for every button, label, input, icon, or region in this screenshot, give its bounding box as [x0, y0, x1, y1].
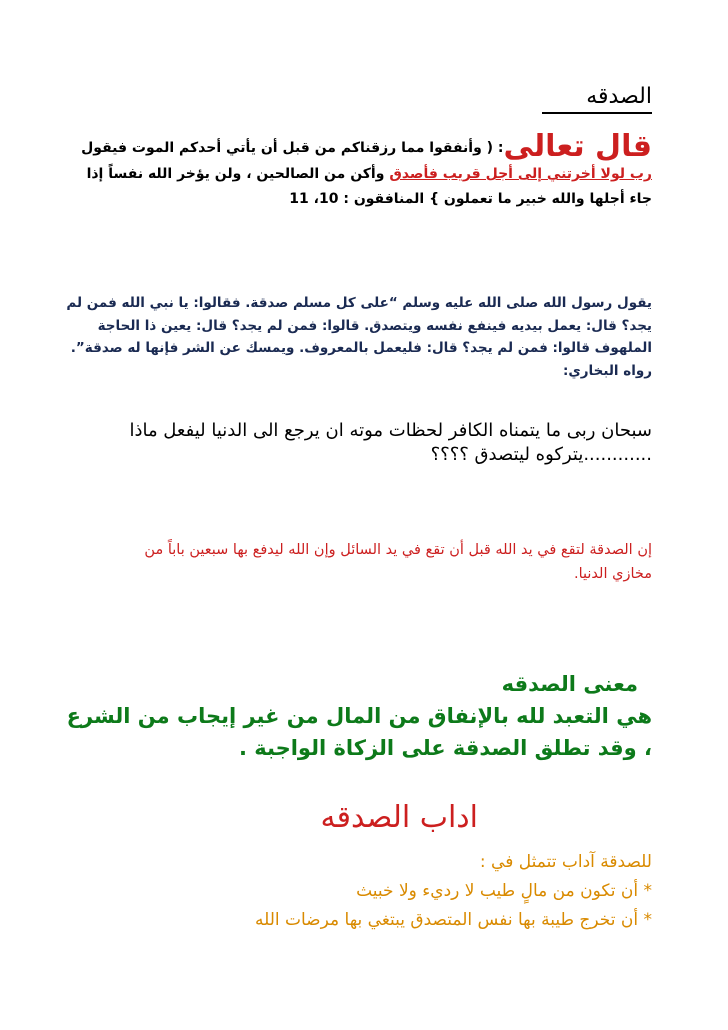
verse-lead-rest: : ( وأنفقوا مما رزقناكم من قبل أن يأتي أحدكم الموت فيقول [81, 140, 504, 156]
verse-line3: جاء أجلها والله خبير ما تعملون } المنافقون : 10، 11 [289, 191, 652, 207]
hadith-paragraph: يقول رسول الله صلى الله عليه وسلم “على كل مسلم صدقة. فقالوا: يا نبي الله فمن لم يجد؟ قال: يعمل بيديه فينفع نفسه ويتصدق. قالوا: فمن لم يجد؟ قال: يعين ذا الحاجة الملهوف قالوا: فمن لم يجد؟ قال: فليعمل بالمعروف. ويمسك عن الشر فإنها له صدقة”. رواه البخاري: [66, 295, 652, 379]
sadaqa-quote: إن الصدقة لتقع في يد الله قبل أن تقع في يد السائل وإن الله ليدفع بها سبعين باباً من مخازي الدنيا. [144, 542, 652, 582]
quran-verse [66, 129, 652, 212]
adab-intro: للصدقة آداب تتمثل في : [479, 852, 652, 872]
verse-line2-rest: وأكن من الصالحين ، ولن يؤخر الله نفساً إذا [86, 166, 390, 182]
adab-item-1: * أن تكون من مالٍ طيب لا رديء ولا خبيث [356, 881, 652, 901]
meaning-title: معنى الصدقه [501, 672, 638, 696]
meaning-section [62, 668, 652, 764]
page-title: الصدقه [542, 84, 652, 114]
verse-highlight: رب لولا أخرتني إلى أجل قريب فأصدق [389, 166, 652, 182]
adab-item-2: * أن تخرج طيبة بها نفس المتصدق يبتغي بها مرضات الله [254, 910, 652, 930]
meaning-text: هي التعبد لله بالإنفاق من المال من غير إيجاب من الشرع ، وقد تطلق الصدقة على الزكاة الواجبة . [66, 704, 652, 760]
adab-list [90, 848, 652, 935]
verse-lead: قال تعالى [503, 129, 652, 164]
reflection-paragraph [70, 419, 652, 467]
reflection-line1: سبحان ربى ما يتمناه الكافر لحظات موته ان يرجع الى الدنيا ليفعل ماذا [129, 420, 652, 441]
adab-title: اداب الصدقه [320, 800, 478, 835]
reflection-line2: ............يتركوه ليتصدق ؟؟؟؟ [430, 444, 652, 465]
